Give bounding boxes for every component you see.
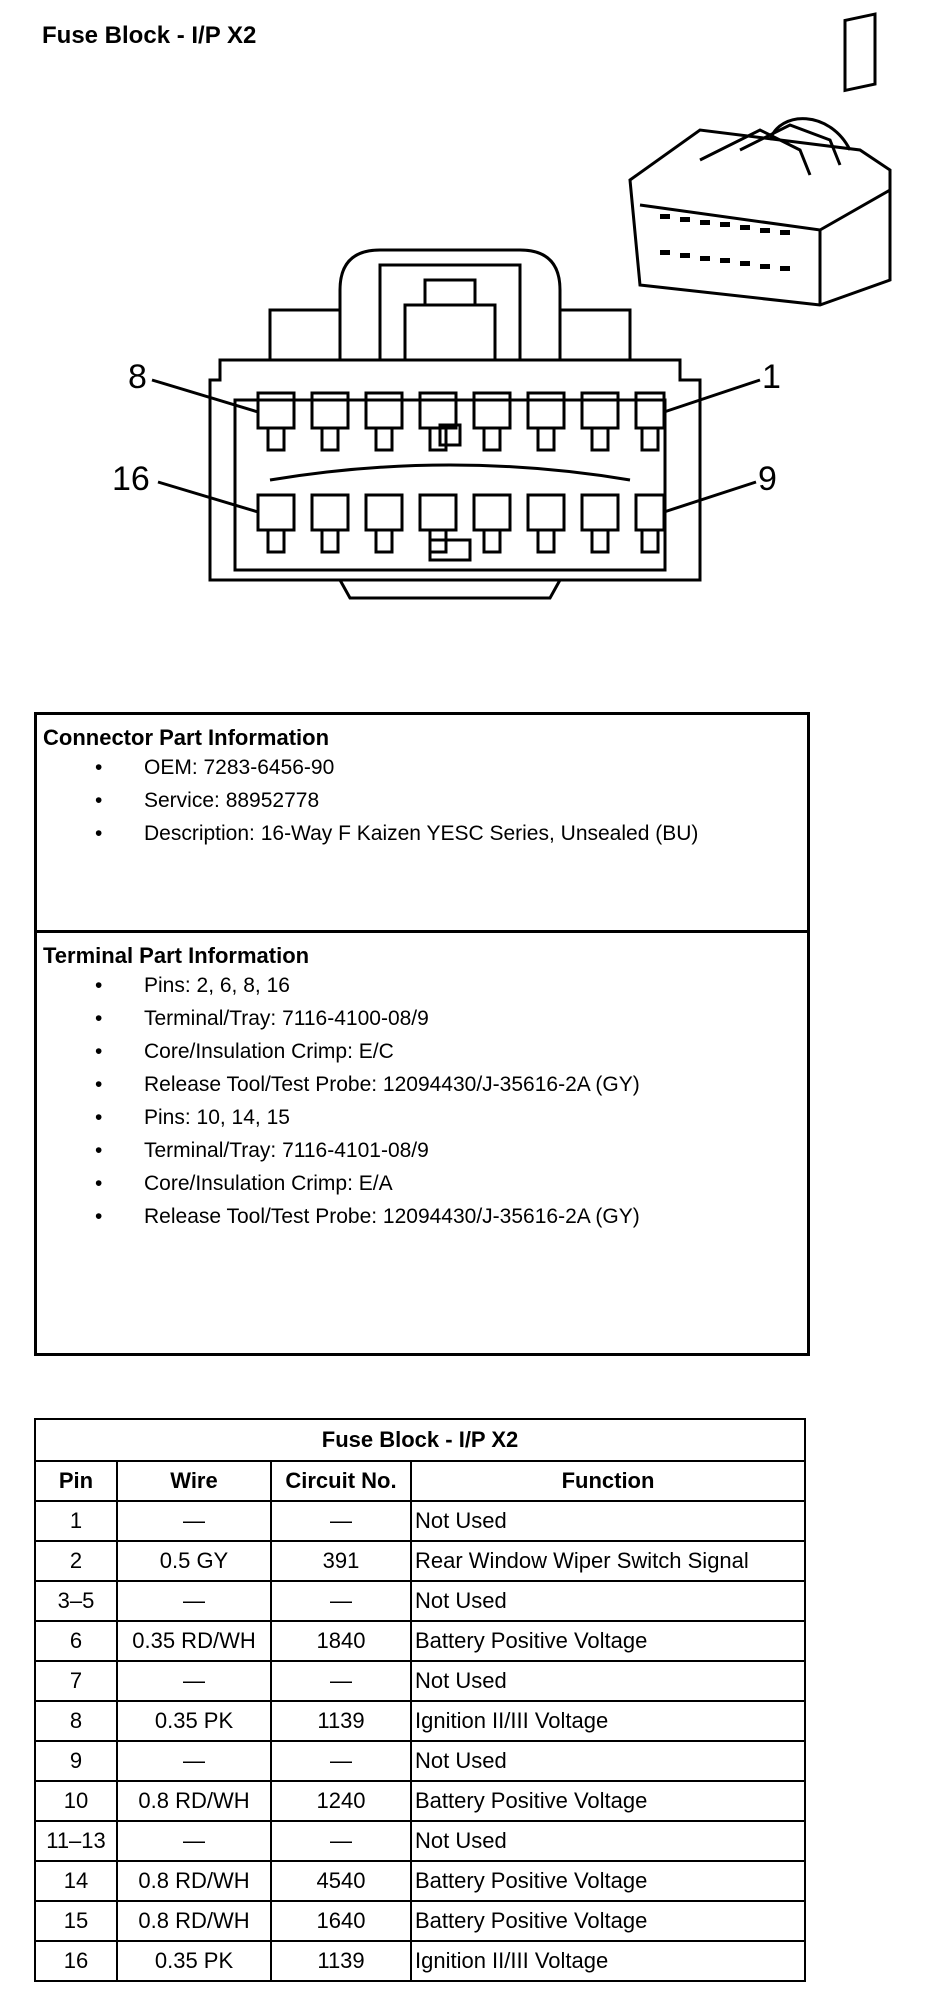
- pin-cell: 1: [35, 1501, 117, 1541]
- function-cell: Not Used: [411, 1821, 805, 1861]
- list-item: • Core/Insulation Crimp: E/A: [43, 1167, 807, 1200]
- function-cell: Battery Positive Voltage: [411, 1901, 805, 1941]
- column-header-function: Function: [411, 1461, 805, 1501]
- list-item: • Pins: 10, 14, 15: [43, 1101, 807, 1134]
- table-row: [35, 1501, 805, 1541]
- pin-table: [34, 1418, 806, 1982]
- pin-cell: 16: [35, 1941, 117, 1981]
- terminal-part-information: [37, 933, 807, 1233]
- circuit-cell: 391: [271, 1541, 411, 1581]
- table-row: [35, 1781, 805, 1821]
- function-cell: Battery Positive Voltage: [411, 1861, 805, 1901]
- wire-cell: 0.35 PK: [117, 1701, 271, 1741]
- connector-part-information: [37, 715, 807, 933]
- table-row: [35, 1581, 805, 1621]
- table-row: [35, 1821, 805, 1861]
- wire-cell: 0.35 RD/WH: [117, 1621, 271, 1661]
- function-cell: Battery Positive Voltage: [411, 1781, 805, 1821]
- wire-cell: 0.8 RD/WH: [117, 1861, 271, 1901]
- connector-info-heading: Connector Part Information: [43, 725, 330, 750]
- pin-cell: 6: [35, 1621, 117, 1661]
- function-cell: Rear Window Wiper Switch Signal: [411, 1541, 805, 1581]
- function-cell: Not Used: [411, 1581, 805, 1621]
- list-item: • OEM: 7283-6456-90: [43, 751, 807, 784]
- circuit-cell: 4540: [271, 1861, 411, 1901]
- leader-line-8: [152, 380, 258, 412]
- table-row: [35, 1621, 805, 1661]
- function-cell: Not Used: [411, 1661, 805, 1701]
- function-cell: Not Used: [411, 1741, 805, 1781]
- terminal-info-heading: Terminal Part Information: [43, 943, 310, 968]
- function-cell: Battery Positive Voltage: [411, 1621, 805, 1661]
- table-caption-row: [35, 1419, 805, 1461]
- column-header-circuit: Circuit No.: [271, 1461, 411, 1501]
- table-caption: Fuse Block - I/P X2: [35, 1419, 805, 1461]
- pin-cell: 11–13: [35, 1821, 117, 1861]
- connector-diagram: [0, 0, 928, 640]
- wire-cell: —: [117, 1581, 271, 1621]
- function-cell: Ignition II/III Voltage: [411, 1941, 805, 1981]
- wire-cell: —: [117, 1741, 271, 1781]
- list-item: • Core/Insulation Crimp: E/C: [43, 1035, 807, 1068]
- pin-cell: 9: [35, 1741, 117, 1781]
- pin-cell: 14: [35, 1861, 117, 1901]
- pin-label-8: 8: [128, 358, 147, 396]
- pin-cell: 8: [35, 1701, 117, 1741]
- pin-label-9: 9: [758, 460, 777, 498]
- list-item: • Pins: 2, 6, 8, 16: [43, 969, 807, 1002]
- column-header-wire: Wire: [117, 1461, 271, 1501]
- pin-cell: 3–5: [35, 1581, 117, 1621]
- terminal-info-group-1: [43, 969, 807, 1101]
- table-row: [35, 1661, 805, 1701]
- wire-cell: 0.35 PK: [117, 1941, 271, 1981]
- list-item: • Terminal/Tray: 7116-4100-08/9: [43, 1002, 807, 1035]
- circuit-cell: —: [271, 1821, 411, 1861]
- function-cell: Not Used: [411, 1501, 805, 1541]
- table-row: [35, 1861, 805, 1901]
- list-item: • Release Tool/Test Probe: 12094430/J-35616-2A (GY): [43, 1200, 807, 1233]
- wire-cell: 0.5 GY: [117, 1541, 271, 1581]
- table-header-row: [35, 1461, 805, 1501]
- list-item: • Description: 16-Way F Kaizen YESC Series, Unsealed (BU): [43, 817, 807, 850]
- pin-cell: 2: [35, 1541, 117, 1581]
- pin-label-1: 1: [762, 358, 781, 396]
- connector-3d-view: [630, 14, 890, 305]
- column-header-pin: Pin: [35, 1461, 117, 1501]
- page-title: Fuse Block - I/P X2: [42, 22, 257, 49]
- terminal-info-group-2: [43, 1101, 807, 1233]
- circuit-cell: 1139: [271, 1701, 411, 1741]
- bottom-row-cavities: [258, 495, 664, 552]
- circuit-cell: —: [271, 1741, 411, 1781]
- pin-cell: 15: [35, 1901, 117, 1941]
- wire-cell: —: [117, 1661, 271, 1701]
- table-row: [35, 1741, 805, 1781]
- leader-line-16: [158, 482, 258, 512]
- circuit-cell: 1139: [271, 1941, 411, 1981]
- table-row: [35, 1701, 805, 1741]
- pin-cell: 10: [35, 1781, 117, 1821]
- connector-info-list: [43, 751, 807, 850]
- leader-line-9: [664, 482, 756, 512]
- circuit-cell: —: [271, 1661, 411, 1701]
- table-row: [35, 1901, 805, 1941]
- circuit-cell: —: [271, 1501, 411, 1541]
- table-row: [35, 1941, 805, 1981]
- circuit-cell: 1640: [271, 1901, 411, 1941]
- list-item: • Service: 88952778: [43, 784, 807, 817]
- wire-cell: —: [117, 1821, 271, 1861]
- circuit-cell: 1240: [271, 1781, 411, 1821]
- list-item: • Release Tool/Test Probe: 12094430/J-35616-2A (GY): [43, 1068, 807, 1101]
- pin-cell: 7: [35, 1661, 117, 1701]
- list-item: • Terminal/Tray: 7116-4101-08/9: [43, 1134, 807, 1167]
- pin-label-16: 16: [112, 460, 150, 498]
- circuit-cell: 1840: [271, 1621, 411, 1661]
- wire-cell: 0.8 RD/WH: [117, 1901, 271, 1941]
- function-cell: Ignition II/III Voltage: [411, 1701, 805, 1741]
- wire-cell: 0.8 RD/WH: [117, 1781, 271, 1821]
- circuit-cell: —: [271, 1581, 411, 1621]
- wire-cell: —: [117, 1501, 271, 1541]
- table-row: [35, 1541, 805, 1581]
- part-information-box: [34, 712, 810, 1356]
- leader-line-1: [664, 380, 760, 412]
